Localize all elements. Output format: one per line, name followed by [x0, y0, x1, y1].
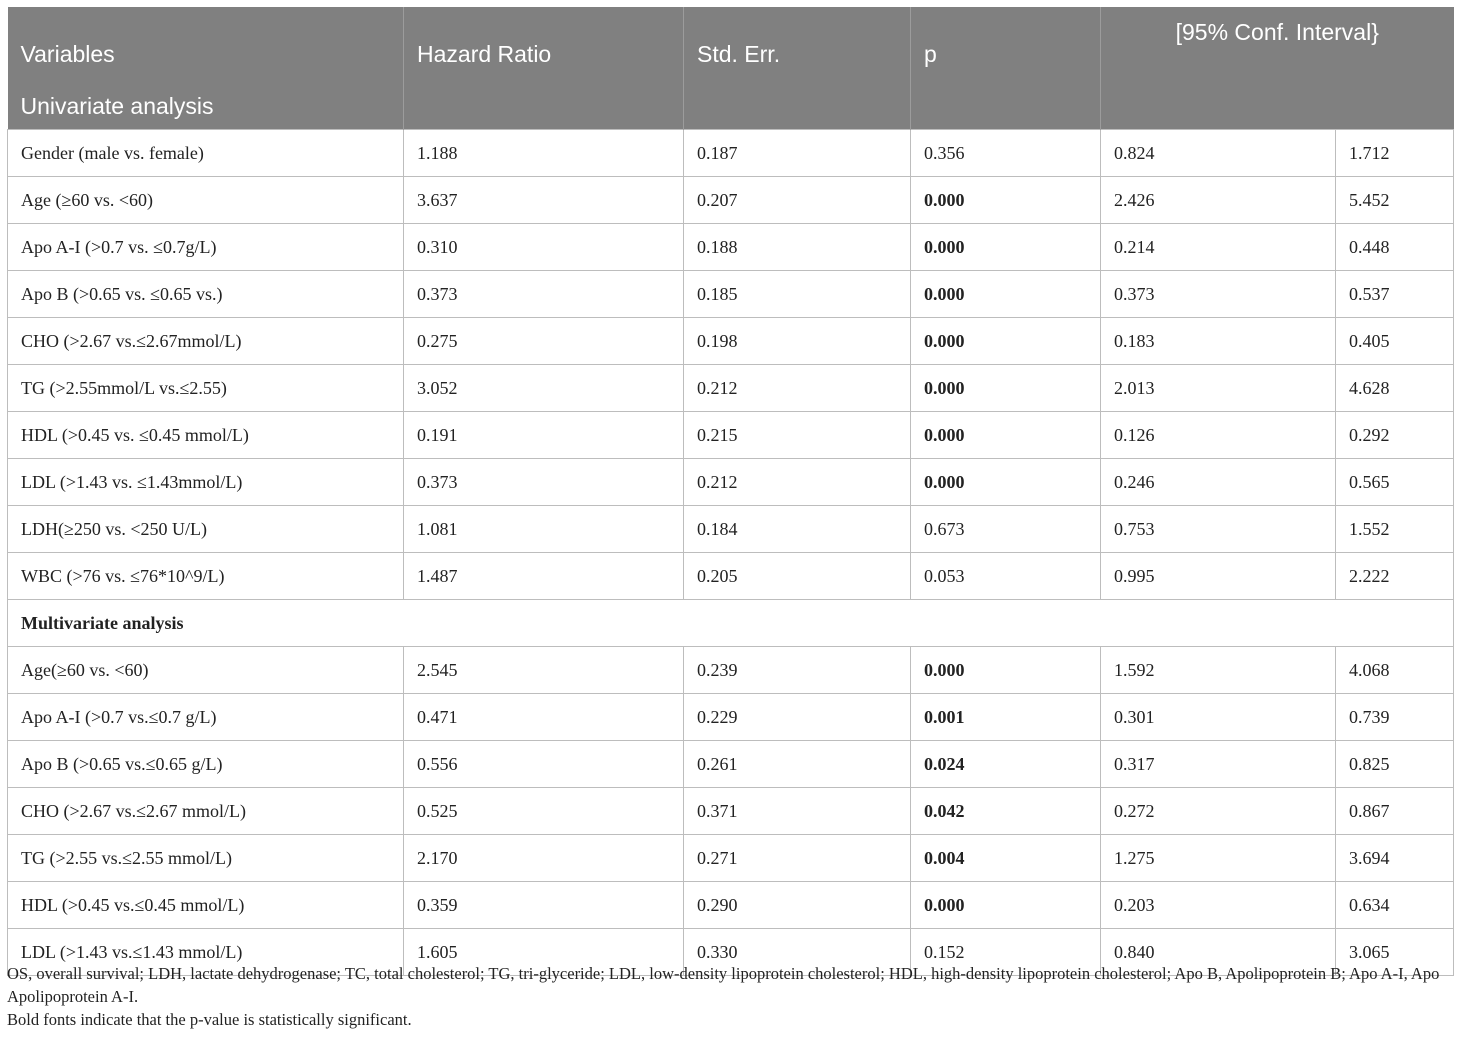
row-p-value: 0.000: [911, 647, 1101, 694]
row-variable: Apo B (>0.65 vs. ≤0.65 vs.): [8, 271, 404, 318]
row-ci-upper: 0.739: [1336, 694, 1454, 741]
row-p-value: 0.356: [911, 130, 1101, 177]
row-ci-upper: 0.634: [1336, 882, 1454, 929]
row-hazard-ratio: 1.605: [404, 929, 684, 976]
footnote-bold-note: Bold fonts indicate that the p-value is statistically significant.: [7, 1010, 412, 1029]
row-ci-upper: 0.448: [1336, 224, 1454, 271]
row-std-err: 0.215: [684, 412, 911, 459]
table-row: [8, 694, 1454, 741]
row-std-err: 0.207: [684, 177, 911, 224]
header-empty-cell: [1101, 70, 1454, 130]
row-std-err: 0.261: [684, 741, 911, 788]
header-row: [8, 7, 1454, 70]
row-std-err: 0.187: [684, 130, 911, 177]
row-ci-upper: 0.292: [1336, 412, 1454, 459]
row-hazard-ratio: 1.487: [404, 553, 684, 600]
table-row: [8, 224, 1454, 271]
row-p-value: 0.000: [911, 177, 1101, 224]
header-std-err: Std. Err.: [684, 7, 911, 70]
row-ci-upper: 3.694: [1336, 835, 1454, 882]
table-footnote: [7, 962, 1457, 1031]
multivariate-analysis-heading: Multivariate analysis: [8, 600, 1454, 647]
table-row: [8, 835, 1454, 882]
row-ci-lower: 1.592: [1101, 647, 1336, 694]
table-row: [8, 647, 1454, 694]
header-empty-cell: [684, 70, 911, 130]
row-variable: CHO (>2.67 vs.≤2.67 mmol/L): [8, 788, 404, 835]
row-ci-upper: 4.628: [1336, 365, 1454, 412]
row-hazard-ratio: 3.052: [404, 365, 684, 412]
row-std-err: 0.212: [684, 459, 911, 506]
row-hazard-ratio: 0.471: [404, 694, 684, 741]
row-variable: WBC (>76 vs. ≤76*10^9/L): [8, 553, 404, 600]
section-row: [8, 600, 1454, 647]
row-ci-lower: 0.203: [1101, 882, 1336, 929]
header-empty-cell: [404, 70, 684, 130]
row-hazard-ratio: 0.525: [404, 788, 684, 835]
row-variable: LDL (>1.43 vs.≤1.43 mmol/L): [8, 929, 404, 976]
row-p-value: 0.024: [911, 741, 1101, 788]
table-row: [8, 177, 1454, 224]
row-hazard-ratio: 0.359: [404, 882, 684, 929]
row-ci-lower: 0.214: [1101, 224, 1336, 271]
row-ci-upper: 1.712: [1336, 130, 1454, 177]
header-variables: Variables: [8, 7, 404, 70]
header-empty-cell: [911, 70, 1101, 130]
row-ci-lower: 1.275: [1101, 835, 1336, 882]
row-ci-lower: 0.246: [1101, 459, 1336, 506]
row-hazard-ratio: 0.275: [404, 318, 684, 365]
table-row: [8, 506, 1454, 553]
row-p-value: 0.000: [911, 224, 1101, 271]
row-hazard-ratio: 0.373: [404, 459, 684, 506]
results-table-container: [7, 7, 1453, 976]
header-hazard-ratio: Hazard Ratio: [404, 7, 684, 70]
row-hazard-ratio: 3.637: [404, 177, 684, 224]
row-p-value: 0.042: [911, 788, 1101, 835]
row-variable: Apo A-I (>0.7 vs. ≤0.7g/L): [8, 224, 404, 271]
footnote-abbreviations: OS, overall survival; LDH, lactate dehydrogenase; TC, total cholesterol; TG, tri-glyceride; LDL, low-density lipoprotein cholesterol; HDL, high-density lipoprotein cholesterol; Apo B, Apolipoprotein B; Apo A-I, Apo Apolipoprotein A-I.: [7, 964, 1440, 1006]
table-row: [8, 271, 1454, 318]
row-variable: LDL (>1.43 vs. ≤1.43mmol/L): [8, 459, 404, 506]
row-std-err: 0.184: [684, 506, 911, 553]
row-ci-lower: 0.995: [1101, 553, 1336, 600]
row-variable: Gender (male vs. female): [8, 130, 404, 177]
row-p-value: 0.000: [911, 412, 1101, 459]
table-header: [8, 7, 1454, 130]
univariate-analysis-heading: Univariate analysis: [8, 70, 404, 130]
row-ci-lower: 0.840: [1101, 929, 1336, 976]
row-variable: TG (>2.55mmol/L vs.≤2.55): [8, 365, 404, 412]
row-std-err: 0.212: [684, 365, 911, 412]
row-std-err: 0.290: [684, 882, 911, 929]
row-p-value: 0.001: [911, 694, 1101, 741]
row-hazard-ratio: 0.310: [404, 224, 684, 271]
row-ci-lower: 0.183: [1101, 318, 1336, 365]
row-variable: LDH(≥250 vs. <250 U/L): [8, 506, 404, 553]
row-ci-lower: 0.126: [1101, 412, 1336, 459]
row-ci-upper: 0.867: [1336, 788, 1454, 835]
header-confidence-interval: [95% Conf. Interval}: [1101, 7, 1454, 70]
row-hazard-ratio: 1.081: [404, 506, 684, 553]
row-ci-lower: 0.373: [1101, 271, 1336, 318]
row-ci-upper: 2.222: [1336, 553, 1454, 600]
header-subrow: [8, 70, 1454, 130]
row-std-err: 0.239: [684, 647, 911, 694]
row-p-value: 0.000: [911, 318, 1101, 365]
row-ci-upper: 5.452: [1336, 177, 1454, 224]
row-variable: Age (≥60 vs. <60): [8, 177, 404, 224]
row-ci-upper: 0.405: [1336, 318, 1454, 365]
row-ci-upper: 0.537: [1336, 271, 1454, 318]
table-row: [8, 741, 1454, 788]
row-std-err: 0.188: [684, 224, 911, 271]
header-p: p: [911, 7, 1101, 70]
table-row: [8, 318, 1454, 365]
row-variable: TG (>2.55 vs.≤2.55 mmol/L): [8, 835, 404, 882]
row-hazard-ratio: 1.188: [404, 130, 684, 177]
row-p-value: 0.673: [911, 506, 1101, 553]
row-ci-lower: 0.753: [1101, 506, 1336, 553]
table-row: [8, 553, 1454, 600]
row-std-err: 0.229: [684, 694, 911, 741]
row-hazard-ratio: 0.556: [404, 741, 684, 788]
row-hazard-ratio: 2.545: [404, 647, 684, 694]
table-row: [8, 130, 1454, 177]
table-row: [8, 882, 1454, 929]
row-ci-lower: 2.426: [1101, 177, 1336, 224]
row-ci-upper: 4.068: [1336, 647, 1454, 694]
row-ci-lower: 0.301: [1101, 694, 1336, 741]
row-variable: CHO (>2.67 vs.≤2.67mmol/L): [8, 318, 404, 365]
row-p-value: 0.004: [911, 835, 1101, 882]
row-p-value: 0.000: [911, 882, 1101, 929]
table-row: [8, 365, 1454, 412]
hazard-ratio-table: [7, 7, 1454, 976]
table-row: [8, 459, 1454, 506]
table-row: [8, 788, 1454, 835]
row-p-value: 0.000: [911, 271, 1101, 318]
row-ci-upper: 0.825: [1336, 741, 1454, 788]
row-std-err: 0.330: [684, 929, 911, 976]
row-hazard-ratio: 2.170: [404, 835, 684, 882]
row-std-err: 0.271: [684, 835, 911, 882]
row-p-value: 0.000: [911, 459, 1101, 506]
row-ci-lower: 0.272: [1101, 788, 1336, 835]
table-body: [8, 130, 1454, 976]
row-ci-upper: 1.552: [1336, 506, 1454, 553]
row-variable: Apo A-I (>0.7 vs.≤0.7 g/L): [8, 694, 404, 741]
row-ci-lower: 2.013: [1101, 365, 1336, 412]
row-hazard-ratio: 0.373: [404, 271, 684, 318]
row-ci-lower: 0.824: [1101, 130, 1336, 177]
row-p-value: 0.000: [911, 365, 1101, 412]
row-std-err: 0.205: [684, 553, 911, 600]
row-variable: Apo B (>0.65 vs.≤0.65 g/L): [8, 741, 404, 788]
table-row: [8, 412, 1454, 459]
row-p-value: 0.152: [911, 929, 1101, 976]
row-variable: HDL (>0.45 vs.≤0.45 mmol/L): [8, 882, 404, 929]
row-std-err: 0.185: [684, 271, 911, 318]
row-variable: HDL (>0.45 vs. ≤0.45 mmol/L): [8, 412, 404, 459]
row-variable: Age(≥60 vs. <60): [8, 647, 404, 694]
row-std-err: 0.198: [684, 318, 911, 365]
row-p-value: 0.053: [911, 553, 1101, 600]
row-ci-upper: 3.065: [1336, 929, 1454, 976]
row-ci-lower: 0.317: [1101, 741, 1336, 788]
row-hazard-ratio: 0.191: [404, 412, 684, 459]
row-std-err: 0.371: [684, 788, 911, 835]
row-ci-upper: 0.565: [1336, 459, 1454, 506]
